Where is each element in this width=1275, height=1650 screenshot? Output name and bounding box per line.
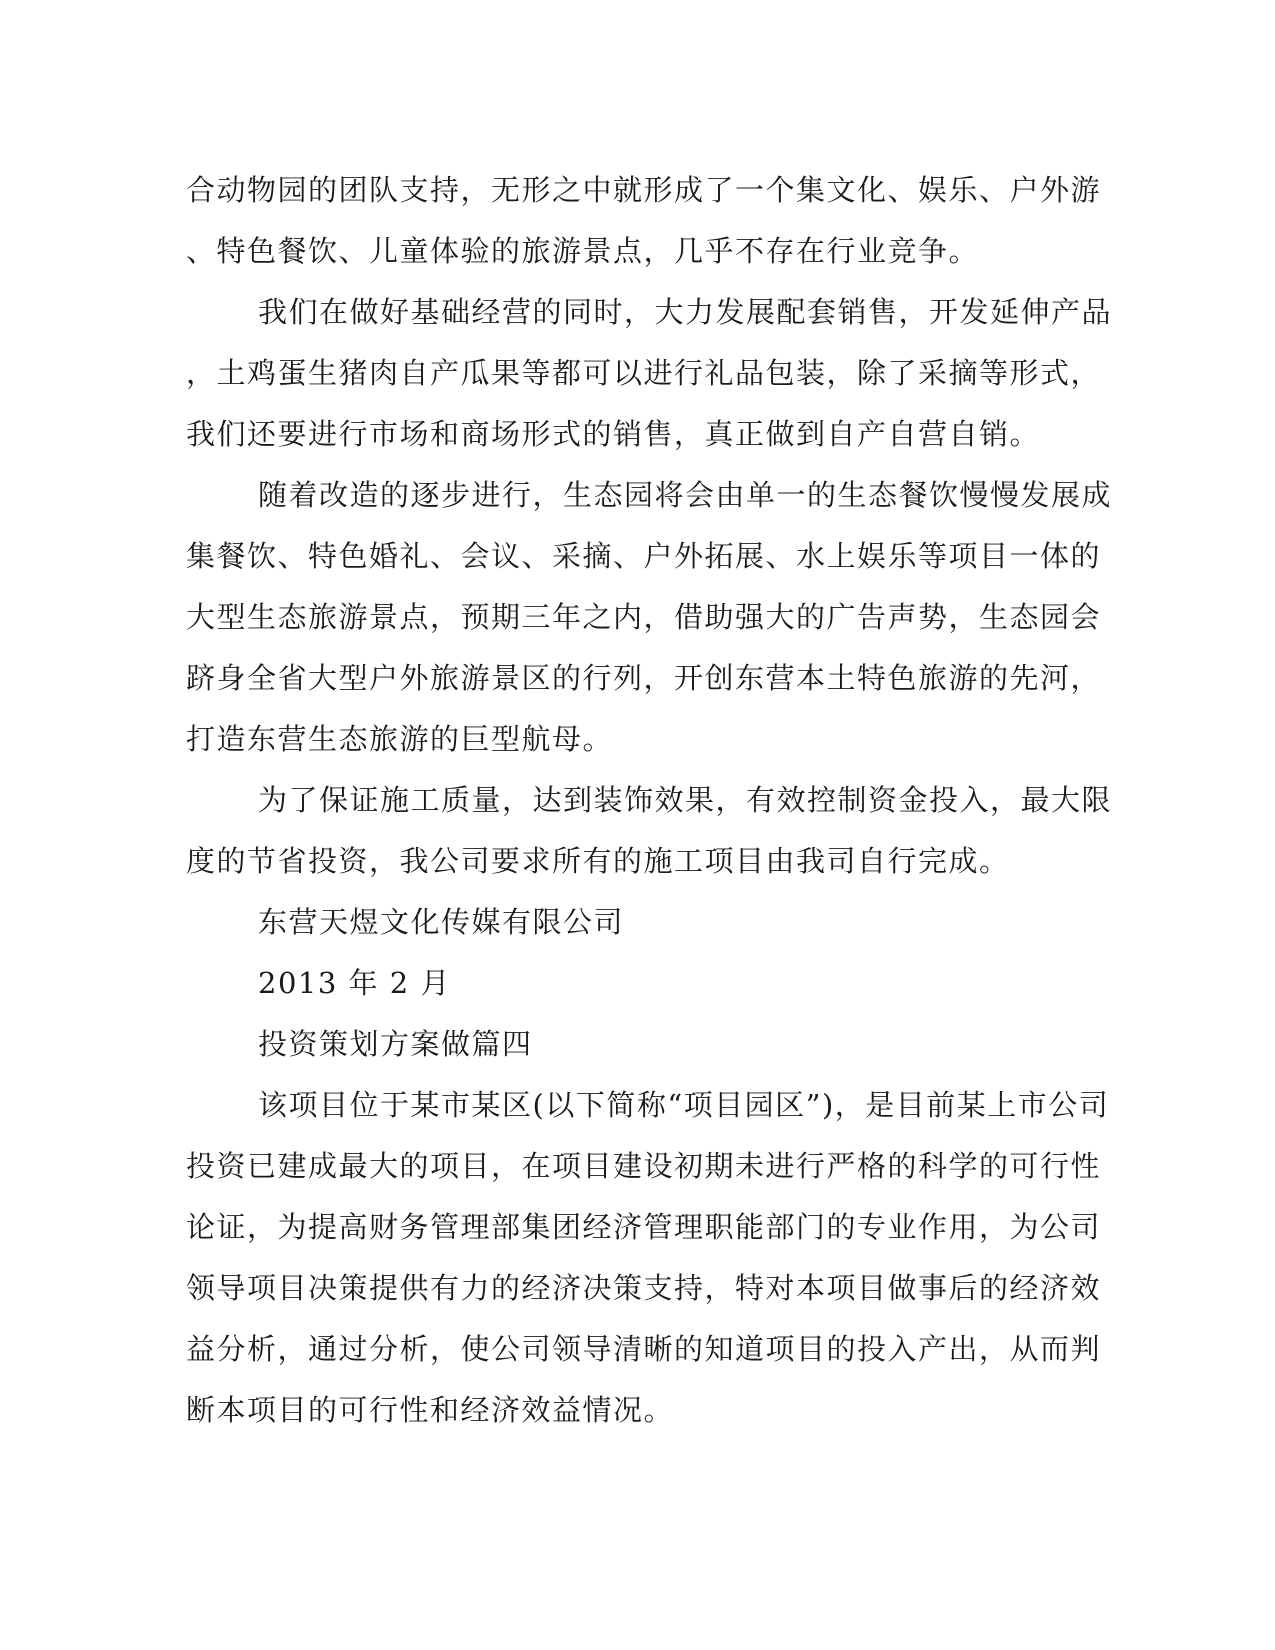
- text-line: 论证，为提高财务管理部集团经济管理职能部门的专业作用，为公司: [186, 1210, 1102, 1244]
- text-line: 该项目位于某市某区(以下简称“项目园区”)，是目前某上市公司: [258, 1088, 1110, 1122]
- text-line: 领导项目决策提供有力的经济决策支持，特对本项目做事后的经济效: [186, 1271, 1102, 1305]
- section-heading: 投资策划方案做篇四: [258, 1027, 533, 1061]
- body-text: [186, 160, 1113, 1441]
- text-line: 打造东营生态旅游的巨型航母。: [186, 722, 614, 756]
- text-line: 我们还要进行市场和商场形式的销售，真正做到自产自营自销。: [186, 417, 1041, 451]
- text-line: 我们在做好基础经营的同时，大力发展配套销售，开发延伸产品: [258, 295, 1113, 329]
- text-line: 大型生态旅游景点，预期三年之内，借助强大的广告声势，生态园会: [186, 600, 1102, 634]
- text-line: 为了保证施工质量，达到装饰效果，有效控制资金投入，最大限: [258, 783, 1113, 817]
- company-name: 东营天煜文化传媒有限公司: [258, 905, 625, 939]
- text-line: 断本项目的可行性和经济效益情况。: [186, 1393, 675, 1427]
- text-line: 、特色餐饮、儿童体验的旅游景点，几乎不存在行业竞争。: [186, 234, 980, 268]
- text-line: 合动物园的团队支持，无形之中就形成了一个集文化、娱乐、户外游: [186, 173, 1102, 207]
- date-line: 2013 年 2 月: [258, 966, 451, 1000]
- text-line: ，土鸡蛋生猪肉自产瓜果等都可以进行礼品包装，除了采摘等形式，: [186, 356, 1102, 390]
- text-line: 集餐饮、特色婚礼、会议、采摘、户外拓展、水上娱乐等项目一体的: [186, 539, 1102, 573]
- text-line: 益分析，通过分析，使公司领导清晰的知道项目的投入产出，从而判: [186, 1332, 1102, 1366]
- text-line: 跻身全省大型户外旅游景区的行列，开创东营本土特色旅游的先河，: [186, 661, 1102, 695]
- text-line: 随着改造的逐步进行，生态园将会由单一的生态餐饮慢慢发展成: [258, 478, 1113, 512]
- text-line: 投资已建成最大的项目，在项目建设初期未进行严格的科学的可行性: [186, 1149, 1102, 1183]
- text-line: 度的节省投资，我公司要求所有的施工项目由我司自行完成。: [186, 844, 1010, 878]
